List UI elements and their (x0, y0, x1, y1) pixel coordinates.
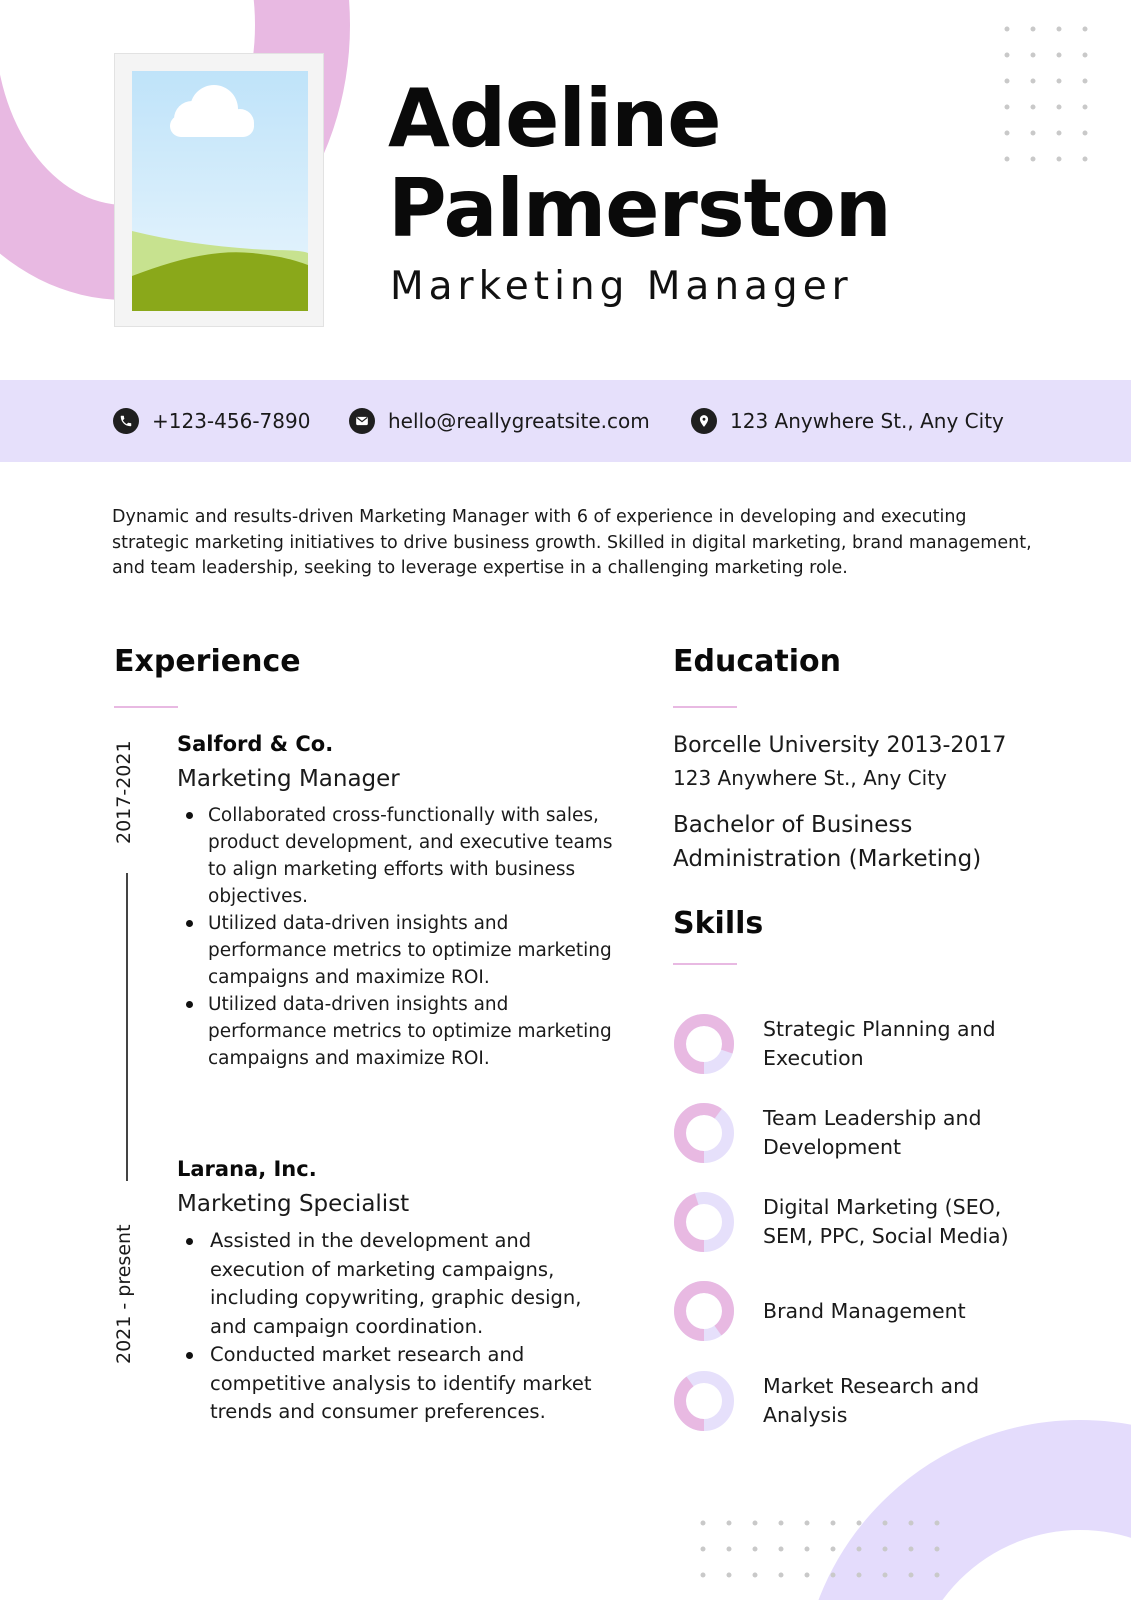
education-heading: Education (673, 644, 841, 679)
contact-phone[interactable] (113, 380, 310, 462)
mail-icon (349, 408, 375, 434)
skill-item (673, 1012, 1073, 1076)
job-1-role: Marketing Manager (177, 766, 400, 792)
skill-level-fill (680, 1287, 728, 1335)
contact-bar (0, 380, 1131, 462)
first-name: Adeline (388, 72, 721, 165)
education-school: Borcelle University 2013-2017 (673, 733, 1007, 758)
education-address: 123 Anywhere St., Any City (673, 766, 947, 790)
skill-label: Strategic Planning and Execution (763, 1017, 996, 1070)
experience-heading-rule (114, 706, 178, 708)
skill-item (673, 1190, 1073, 1254)
skill-label: Brand Management (763, 1298, 966, 1323)
job-1-company: Salford & Co. (177, 732, 334, 756)
skills-heading: Skills (673, 906, 764, 941)
phone-text: +123-456-7890 (152, 409, 311, 433)
skill-label: Market Research and Analysis (763, 1374, 980, 1427)
candidate-name (388, 74, 891, 254)
job-1-bullets (177, 802, 617, 1072)
email-text: hello@reallygreatsite.com (388, 409, 650, 433)
skill-level-ring (673, 1370, 735, 1432)
decorative-dot-grid-top (1004, 26, 1104, 166)
job-1 (177, 732, 617, 1072)
job-2-bullets (177, 1227, 617, 1427)
skill-level-ring (673, 1102, 735, 1164)
education-degree: Bachelor of Business Administration (Marketing) (673, 812, 982, 872)
job-2 (177, 1157, 617, 1427)
skill-item (673, 1101, 1073, 1165)
job-2-company: Larana, Inc. (177, 1157, 317, 1181)
list-item: Collaborated cross-functionally with sales, product development, and executive teams to align marketing efforts with business objectives. (177, 802, 617, 910)
photo-placeholder-icon (132, 71, 308, 311)
phone-icon (113, 408, 139, 434)
address-text: 123 Anywhere St., Any City (730, 409, 1004, 433)
job-1-dates: 2017-2021 (113, 740, 135, 844)
education-heading-rule (673, 706, 737, 708)
skill-level-ring (673, 1280, 735, 1342)
experience-heading: Experience (114, 644, 301, 679)
job-2-dates: 2021 - present (113, 1224, 135, 1364)
contact-address[interactable] (691, 380, 1004, 462)
list-item: Conducted market research and competitive analysis to identify market trends and consumer preferences. (177, 1341, 617, 1427)
job-2-role: Marketing Specialist (177, 1191, 410, 1217)
skill-item (673, 1279, 1073, 1343)
last-name: Palmerston (388, 162, 891, 255)
skill-level-ring (673, 1013, 735, 1075)
list-item: Assisted in the development and execution of marketing campaigns, including copywriting, graphic design, and campaign coordination. (177, 1227, 617, 1341)
timeline-line (126, 873, 128, 1181)
list-item: Utilized data-driven insights and performance metrics to optimize marketing campaigns and maximize ROI. (177, 910, 617, 991)
skill-label: Digital Marketing (SEO, SEM, PPC, Social Media) (763, 1195, 1009, 1248)
decorative-dot-grid-bottom (700, 1520, 960, 1600)
job-title: Marketing Manager (390, 264, 853, 309)
location-pin-icon (691, 408, 717, 434)
skill-label: Team Leadership and Development (763, 1106, 982, 1159)
skills-heading-rule (673, 963, 737, 965)
skill-level-ring (673, 1191, 735, 1253)
profile-photo (114, 53, 324, 327)
skill-item (673, 1369, 1073, 1433)
list-item: Utilized data-driven insights and performance metrics to optimize marketing campaigns and maximize ROI. (177, 991, 617, 1072)
profile-summary: Dynamic and results-driven Marketing Manager with 6 of experience in developing and executing strategic marketing initiatives to drive business growth. Skilled in digital marketing, brand management, and team leadership, seeking to leverage expertise in a challenging marketing role. (112, 507, 1032, 578)
contact-email[interactable] (349, 380, 650, 462)
